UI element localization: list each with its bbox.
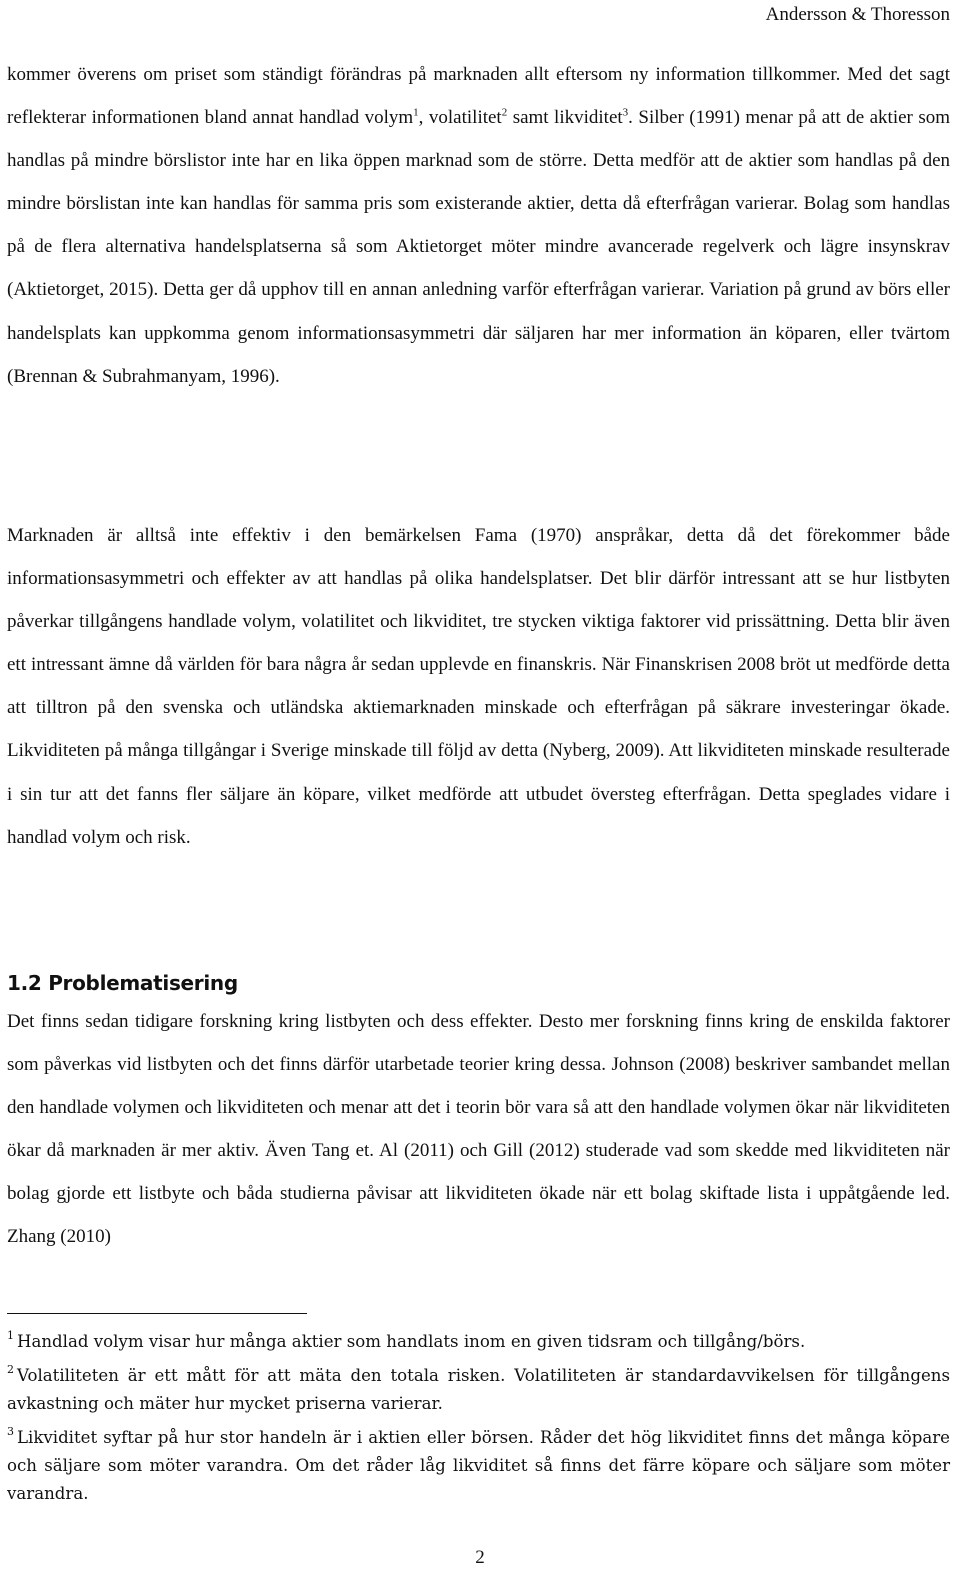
paragraph-1 [7, 53, 950, 398]
footnote-3-text: Likviditet syftar på hur stor handeln är i aktien eller börsen. Råder det hög likviditet finns det många köpare och säljare som möter varandra. Om det råder låg likviditet så finns det färre köpare och säljare som möter varandra. [7, 1428, 950, 1504]
page-number: 2 [475, 1547, 485, 1568]
paragraph-1-text-b: , volatilitet [418, 107, 502, 129]
footnote-2 [7, 1356, 950, 1418]
footnote-marker-3: 3 [622, 106, 629, 119]
paragraph-1-text-c: samt likviditet [507, 107, 623, 129]
paragraph-2: Marknaden är alltså inte effektiv i den bemärkelsen Fama (1970) anspråkar, detta då det förekommer både informationsasymmetri och effekter av att handlas på olika handelsplatser. Det blir därför intressant att se hur listbyten påverkar tillgångens handlade volym, volatilitet och likviditet, tre stycken viktiga faktorer vid prissättning. Detta blir även ett intressant ämne då världen för bara några år sedan upplevde en finanskris. När Finanskrisen 2008 bröt ut medförde detta att tilltron på den svenska och utländska aktiemarknaden minskade och efterfrågan på säkrare investeringar ökade. Likviditeten på många tillgångar i Sverige minskade till följd av detta (Nyberg, 2009). Att likviditeten minskade resulterade i sin tur att det fanns fler säljare än köpare, vilket medförde att utbudet översteg efterfrågan. Detta speglades vidare i handlad volym och risk. [7, 525, 950, 848]
footnote-1 [7, 1322, 950, 1356]
footnote-3 [7, 1418, 950, 1508]
footnote-2-text: Volatiliteten är ett mått för att mäta den totala risken. Volatiliteten är standardavvikelsen för tillgångens avkastning och mäter hur mycket priserna varierar. [7, 1366, 950, 1414]
running-header-authors: Andersson & Thoresson [765, 4, 950, 25]
footnotes [7, 1322, 950, 1509]
footnote-2-number: 2 [7, 1363, 14, 1377]
paragraph-1-text-a: kommer överens om priset som ständigt förändras på marknaden allt eftersom ny information tillkommer. Med det sagt reflekterar informationen bland annat handlad volym [7, 64, 950, 129]
footnote-1-text: Handlad volym visar hur många aktier som handlats inom en given tidsram och tillgång/börs. [17, 1332, 806, 1351]
paragraph-3: Det finns sedan tidigare forskning kring listbyten och dess effekter. Desto mer forskning finns kring de enskilda faktorer som påverkas vid listbyten och det finns därför utarbetade teorier kring dessa. Johnson (2008) beskriver sambandet mellan den handlade volymen och likviditeten och menar att det i teorin bör vara så att den handlade volymen ökar när likviditeten ökar då marknaden är mer aktiv. Även Tang et. Al (2011) och Gill (2012) studerade vad som skedde med likviditeten när bolag gjorde ett listbyte och båda studierna påvisar att likviditeten ökade när ett bolag skiftade lista i uppåtgående led. Zhang (2010) [7, 1011, 950, 1248]
footnote-marker-1: 1 [413, 106, 419, 119]
paragraph-1-text-d: . Silber (1991) menar på att de aktier som handlas på mindre börslistor inte har en lika öppen marknad som de större. Detta medför att de aktier som handlas på den mindre börslistan inte kan handlas för samma pris som existerande aktier, detta då efterfrågan varierar. Bolag som handlas på de flera alternativa handelsplatserna så som Aktietorget möter mindre avancerade regelverk och lägre insynskrav (Aktietorget, 2015). Detta ger då upphov till en annan anledning varför efterfrågan varierar. Variation på grund av börs eller handelsplats kan uppkomma genom informationsasymmetri där säljaren har mer information än köparen, eller tvärtom (Brennan & Subrahmanyam, 1996). [7, 107, 951, 387]
footnote-3-number: 3 [7, 1425, 14, 1439]
footnote-marker-2: 2 [501, 106, 508, 119]
section-heading: 1.2 Problematisering [7, 971, 238, 995]
footnote-divider [7, 1313, 307, 1314]
footnote-1-number: 1 [7, 1329, 14, 1342]
